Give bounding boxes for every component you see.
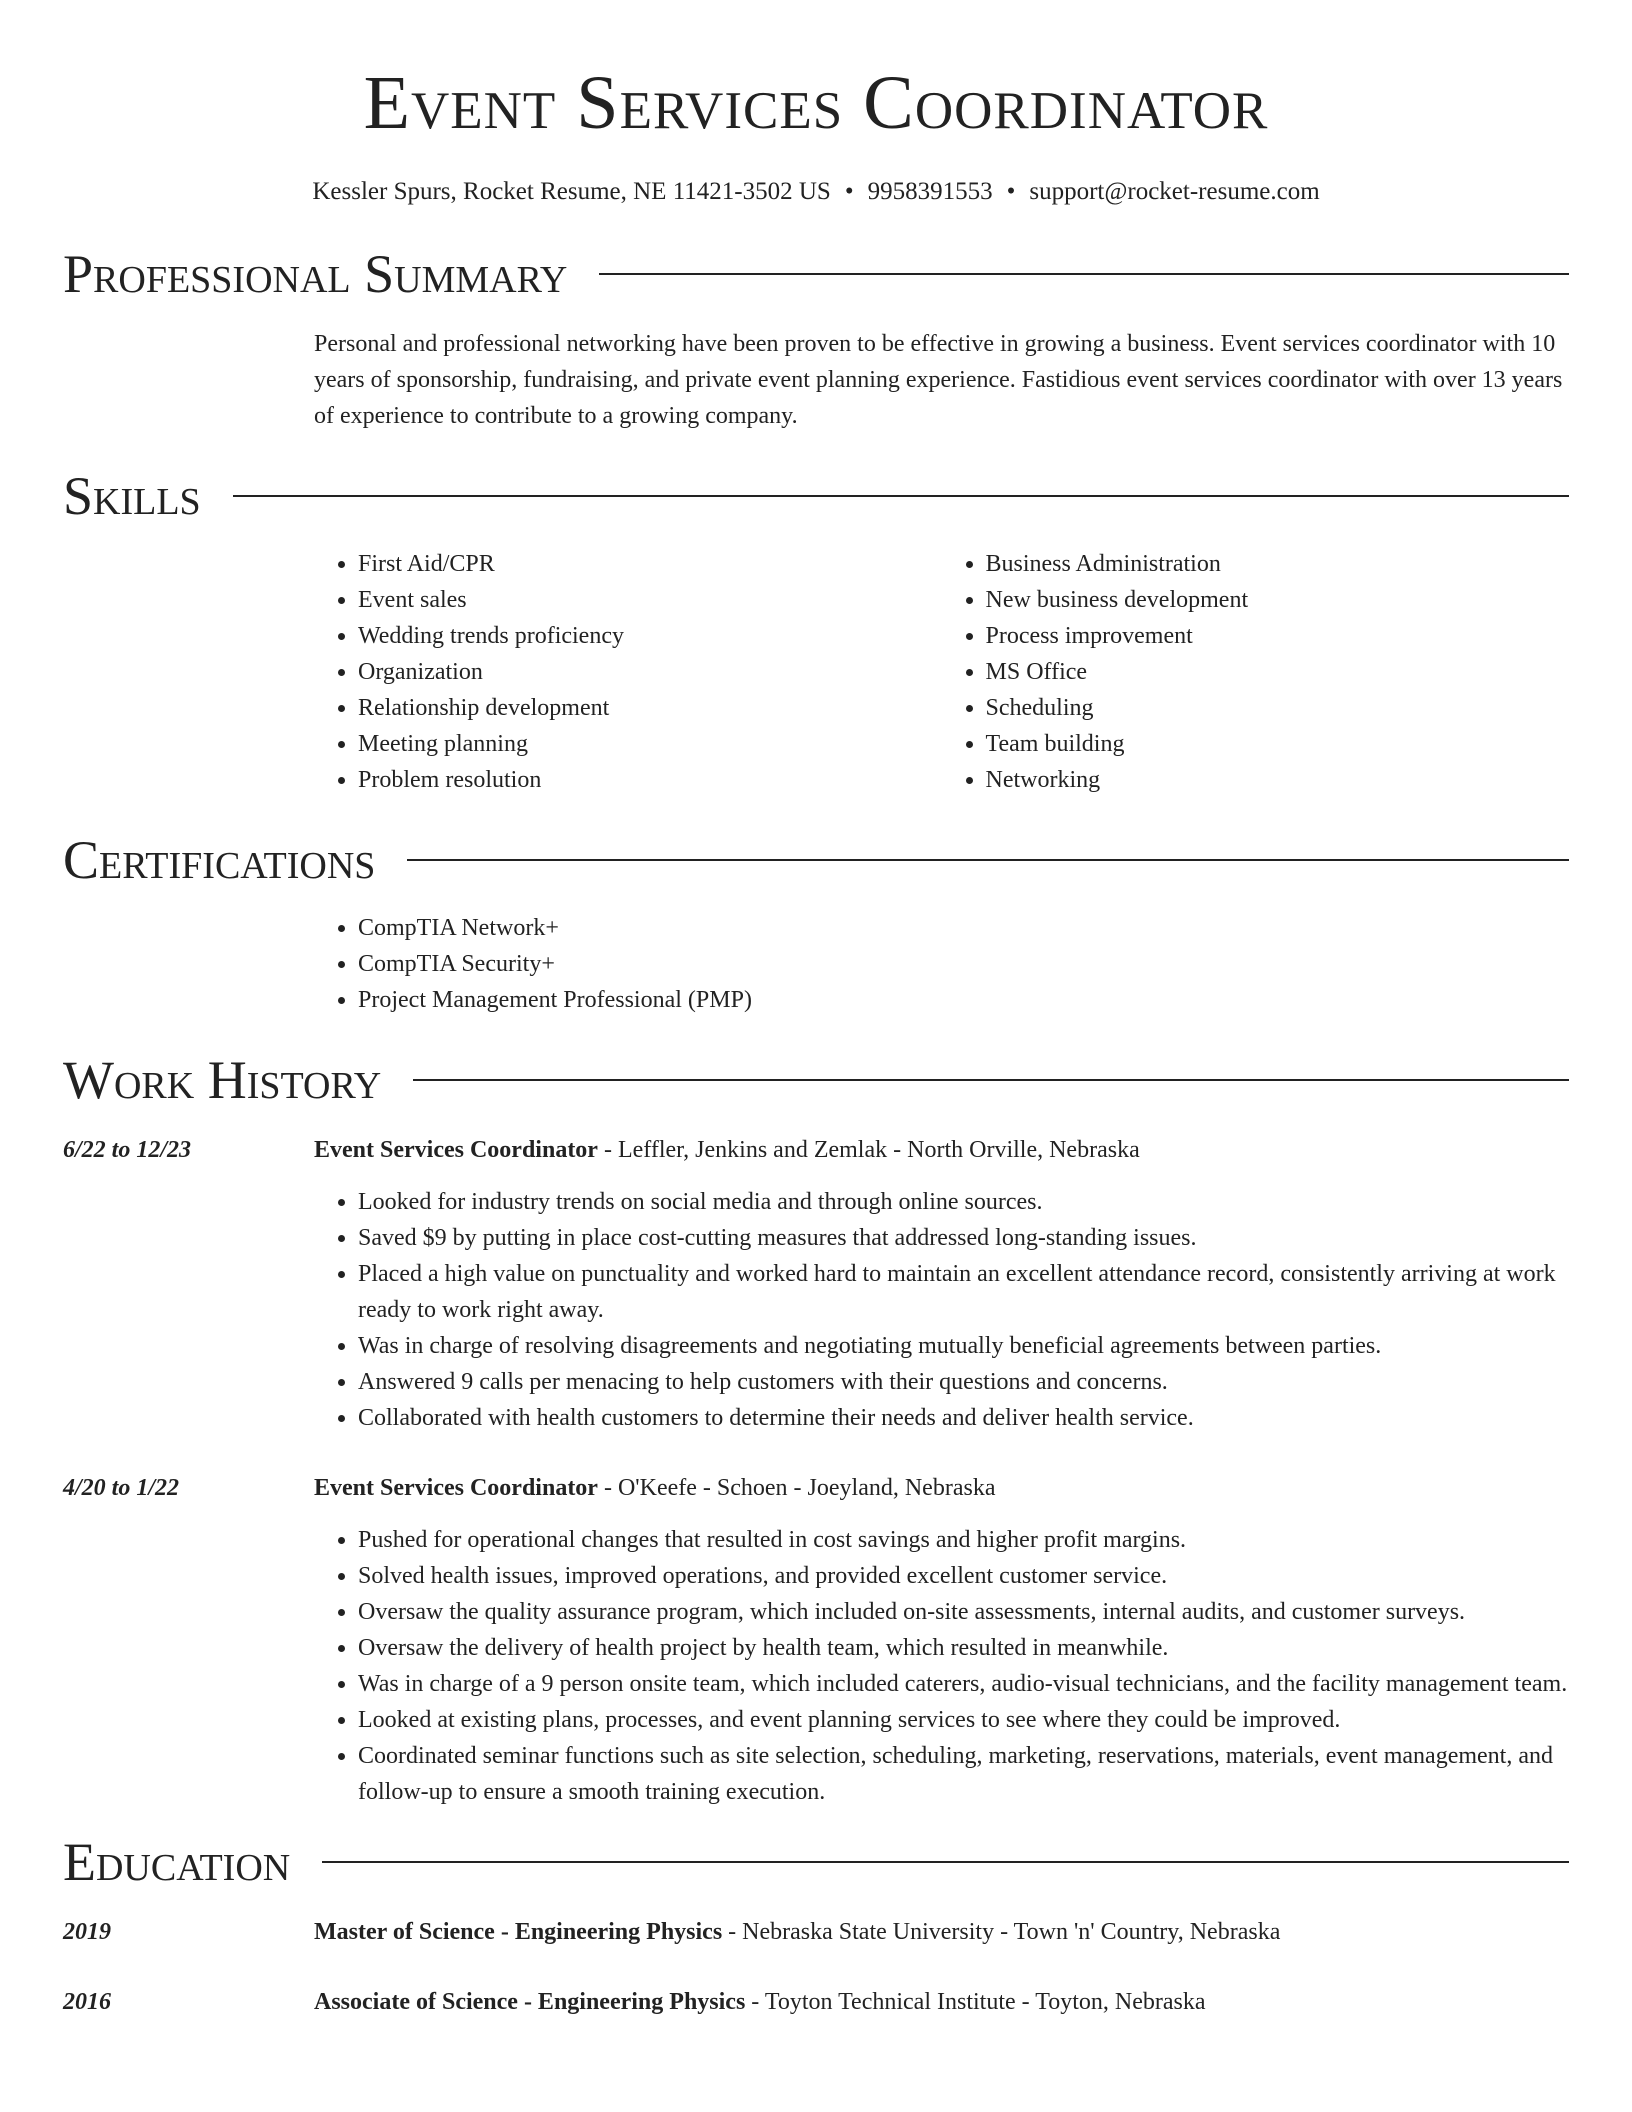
skill-item: • MS Office bbox=[986, 654, 1570, 690]
email: support@rocket-resume.com bbox=[1029, 178, 1320, 205]
job-bullet: • Was in charge of a 9 person onsite team, which included caterers, audio-visual technicians, and the facility management team. bbox=[358, 1666, 1569, 1702]
skills-list-left bbox=[314, 546, 942, 798]
section-title: Certifications bbox=[63, 830, 376, 890]
job-heading bbox=[314, 1470, 1569, 1506]
section-divider bbox=[322, 1861, 1569, 1863]
job-bullet: • Oversaw the delivery of health project by health team, which resulted in meanwhile. bbox=[358, 1630, 1569, 1666]
certifications-header bbox=[63, 830, 1569, 890]
work-history-section bbox=[63, 1050, 1569, 1810]
section-title: Professional Summary bbox=[63, 244, 568, 304]
section-divider bbox=[413, 1079, 1569, 1081]
job-bullets bbox=[314, 1522, 1569, 1810]
job-bullet: • Pushed for operational changes that resulted in cost savings and higher profit margins. bbox=[358, 1522, 1569, 1558]
skills-header bbox=[63, 466, 1569, 526]
section-divider bbox=[233, 495, 1569, 497]
certification-item: • CompTIA Security+ bbox=[358, 946, 1569, 982]
section-divider bbox=[599, 273, 1569, 275]
education-content bbox=[314, 1984, 1569, 2020]
skill-item: • Relationship development bbox=[358, 690, 942, 726]
education-details: - Toyton Technical Institute - Toyton, Nebraska bbox=[745, 1989, 1206, 2015]
education-year: 2016 bbox=[63, 1989, 111, 2015]
skill-item: • Business Administration bbox=[986, 546, 1570, 582]
skill-item: • Problem resolution bbox=[358, 762, 942, 798]
skills-list-right bbox=[942, 546, 1570, 798]
job-dates: 4/20 to 1/22 bbox=[63, 1475, 180, 1501]
education-degree: Master of Science - Engineering Physics bbox=[314, 1919, 723, 1945]
job-entry bbox=[63, 1470, 1569, 1810]
education-header bbox=[63, 1832, 1569, 1892]
education-entry bbox=[63, 1914, 1569, 1950]
job-position: Event Services Coordinator bbox=[314, 1475, 598, 1501]
work-history-header bbox=[63, 1050, 1569, 1110]
job-bullet: • Solved health issues, improved operations, and provided excellent customer service. bbox=[358, 1558, 1569, 1594]
job-bullet: • Saved $9 by putting in place cost-cutting measures that addressed long-standing issues. bbox=[358, 1220, 1569, 1256]
job-details: - Leffler, Jenkins and Zemlak - North Orville, Nebraska bbox=[597, 1137, 1140, 1163]
skill-item: • Meeting planning bbox=[358, 726, 942, 762]
skill-item: • Event sales bbox=[358, 582, 942, 618]
certification-item: • CompTIA Network+ bbox=[358, 910, 1569, 946]
job-dates: 6/22 to 12/23 bbox=[63, 1137, 192, 1163]
education-degree: Associate of Science - Engineering Physics bbox=[314, 1989, 746, 2015]
education-content bbox=[314, 1914, 1569, 1950]
job-content bbox=[314, 1132, 1569, 1436]
job-bullet: • Coordinated seminar functions such as site selection, scheduling, marketing, reservations, materials, event management, and follow-up to ensure a smooth training execution. bbox=[358, 1738, 1569, 1810]
skill-item: • Networking bbox=[986, 762, 1570, 798]
section-title: Education bbox=[63, 1832, 291, 1892]
skill-item: • First Aid/CPR bbox=[358, 546, 942, 582]
education-heading bbox=[314, 1984, 1569, 2020]
education-list bbox=[63, 1914, 1569, 2020]
job-list bbox=[63, 1132, 1569, 1810]
address: Kessler Spurs, Rocket Resume, NE 11421-3502 US bbox=[312, 178, 831, 205]
section-title: Work History bbox=[63, 1050, 382, 1110]
job-bullet: • Looked at existing plans, processes, and event planning services to see where they could be improved. bbox=[358, 1702, 1569, 1738]
separator: • bbox=[844, 178, 854, 205]
skills-section bbox=[63, 466, 1569, 798]
job-bullet: • Placed a high value on punctuality and worked hard to maintain an excellent attendance record, consistently arriving at work ready to work right away. bbox=[358, 1256, 1569, 1328]
contact-line bbox=[63, 176, 1569, 208]
skill-item: • Process improvement bbox=[986, 618, 1570, 654]
summary-section bbox=[63, 244, 1569, 434]
education-details: - Nebraska State University - Town 'n' Country, Nebraska bbox=[722, 1919, 1281, 1945]
education-heading bbox=[314, 1914, 1569, 1950]
separator: • bbox=[1006, 178, 1016, 205]
skill-item: • New business development bbox=[986, 582, 1570, 618]
certifications-section bbox=[63, 830, 1569, 1018]
section-title: Skills bbox=[63, 466, 201, 526]
job-bullet: • Looked for industry trends on social media and through online sources. bbox=[358, 1184, 1569, 1220]
summary-text: Personal and professional networking have been proven to be effective in growing a business. Event services coordinator with 10 years of sponsorship, fundraising, and private event planning experience. Fastidious event services coordinator with over 13 years of experience to contribute to a growing company. bbox=[314, 331, 1563, 429]
job-bullets bbox=[314, 1184, 1569, 1436]
skill-item: • Scheduling bbox=[986, 690, 1570, 726]
phone: 9958391553 bbox=[867, 178, 993, 205]
section-divider bbox=[407, 859, 1569, 861]
education-year: 2019 bbox=[63, 1919, 111, 1945]
skill-item: • Organization bbox=[358, 654, 942, 690]
job-bullet: • Was in charge of resolving disagreements and negotiating mutually beneficial agreements between parties. bbox=[358, 1328, 1569, 1364]
skill-item: • Wedding trends proficiency bbox=[358, 618, 942, 654]
job-heading bbox=[314, 1132, 1569, 1168]
certifications-list bbox=[314, 910, 1569, 1018]
job-details: - O'Keefe - Schoen - Joeyland, Nebraska bbox=[597, 1475, 996, 1501]
resume-name: Event Services Coordinator bbox=[363, 61, 1269, 145]
job-bullet: • Answered 9 calls per menacing to help customers with their questions and concerns. bbox=[358, 1364, 1569, 1400]
education-section bbox=[63, 1832, 1569, 2020]
education-entry bbox=[63, 1984, 1569, 2020]
job-entry bbox=[63, 1132, 1569, 1436]
job-bullet: • Collaborated with health customers to determine their needs and deliver health service. bbox=[358, 1400, 1569, 1436]
skill-item: • Team building bbox=[986, 726, 1570, 762]
job-content bbox=[314, 1470, 1569, 1810]
job-bullet: • Oversaw the quality assurance program, which included on-site assessments, internal audits, and customer surveys. bbox=[358, 1594, 1569, 1630]
summary-header bbox=[63, 244, 1569, 304]
certification-item: • Project Management Professional (PMP) bbox=[358, 982, 1569, 1018]
job-position: Event Services Coordinator bbox=[314, 1137, 598, 1163]
